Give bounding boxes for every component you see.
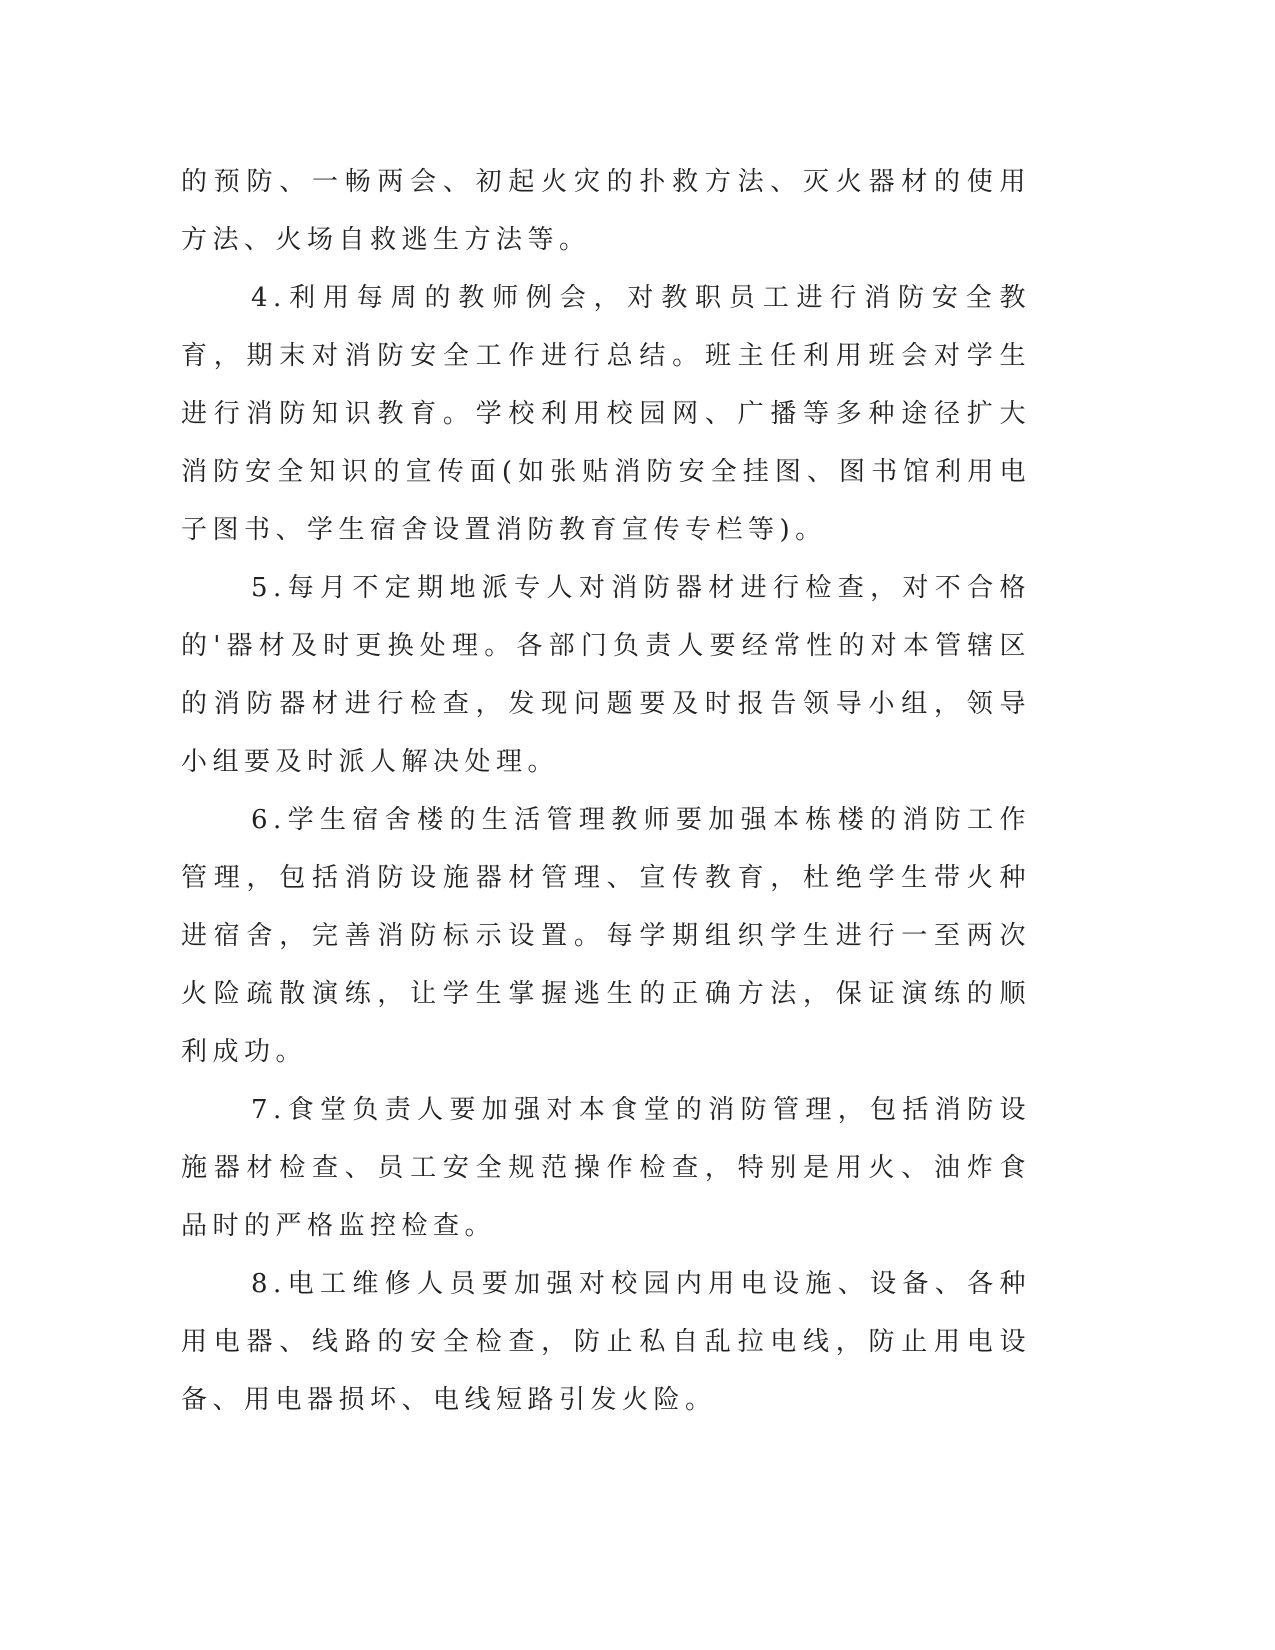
- paragraph-item-5: 5.每月不定期地派专人对消防器材进行检查，对不合格的'器材及时更换处理。各部门负责人要经常性的对本管辖区的消防器材进行检查，发现问题要及时报告领导小组，领导小组要及时派人解决处理。: [181, 573, 1031, 777]
- paragraph-item-4: 4.利用每周的教师例会，对教职员工进行消防安全教育，期末对消防安全工作进行总结。班主任利用班会对学生进行消防知识教育。学校利用校园网、广播等多种途径扩大消防安全知识的宣传面(如张贴消防安全挂图、图书馆利用电子图书、学生宿舍设置消防教育宣传专栏等)。: [181, 283, 1031, 545]
- paragraph-item-6: 6.学生宿舍楼的生活管理教师要加强本栋楼的消防工作管理，包括消防设施器材管理、宣传教育，杜绝学生带火种进宿舍，完善消防标示设置。每学期组织学生进行一至两次火险疏散演练，让学生掌握逃生的正确方法，保证演练的顺利成功。: [181, 805, 1031, 1067]
- paragraph-item-7: 7.食堂负责人要加强对本食堂的消防管理，包括消防设施器材检查、员工安全规范操作检查，特别是用火、油炸食品时的严格监控检查。: [181, 1095, 1031, 1241]
- paragraph-item-8: 8.电工维修人员要加强对校园内用电设施、设备、各种用电器、线路的安全检查，防止私自乱拉电线，防止用电设备、用电器损坏、电线短路引发火险。: [181, 1269, 1031, 1415]
- document-body: [181, 153, 1031, 1429]
- paragraph-continuation: 的预防、一畅两会、初起火灾的扑救方法、灭火器材的使用方法、火场自救逃生方法等。: [181, 167, 1031, 255]
